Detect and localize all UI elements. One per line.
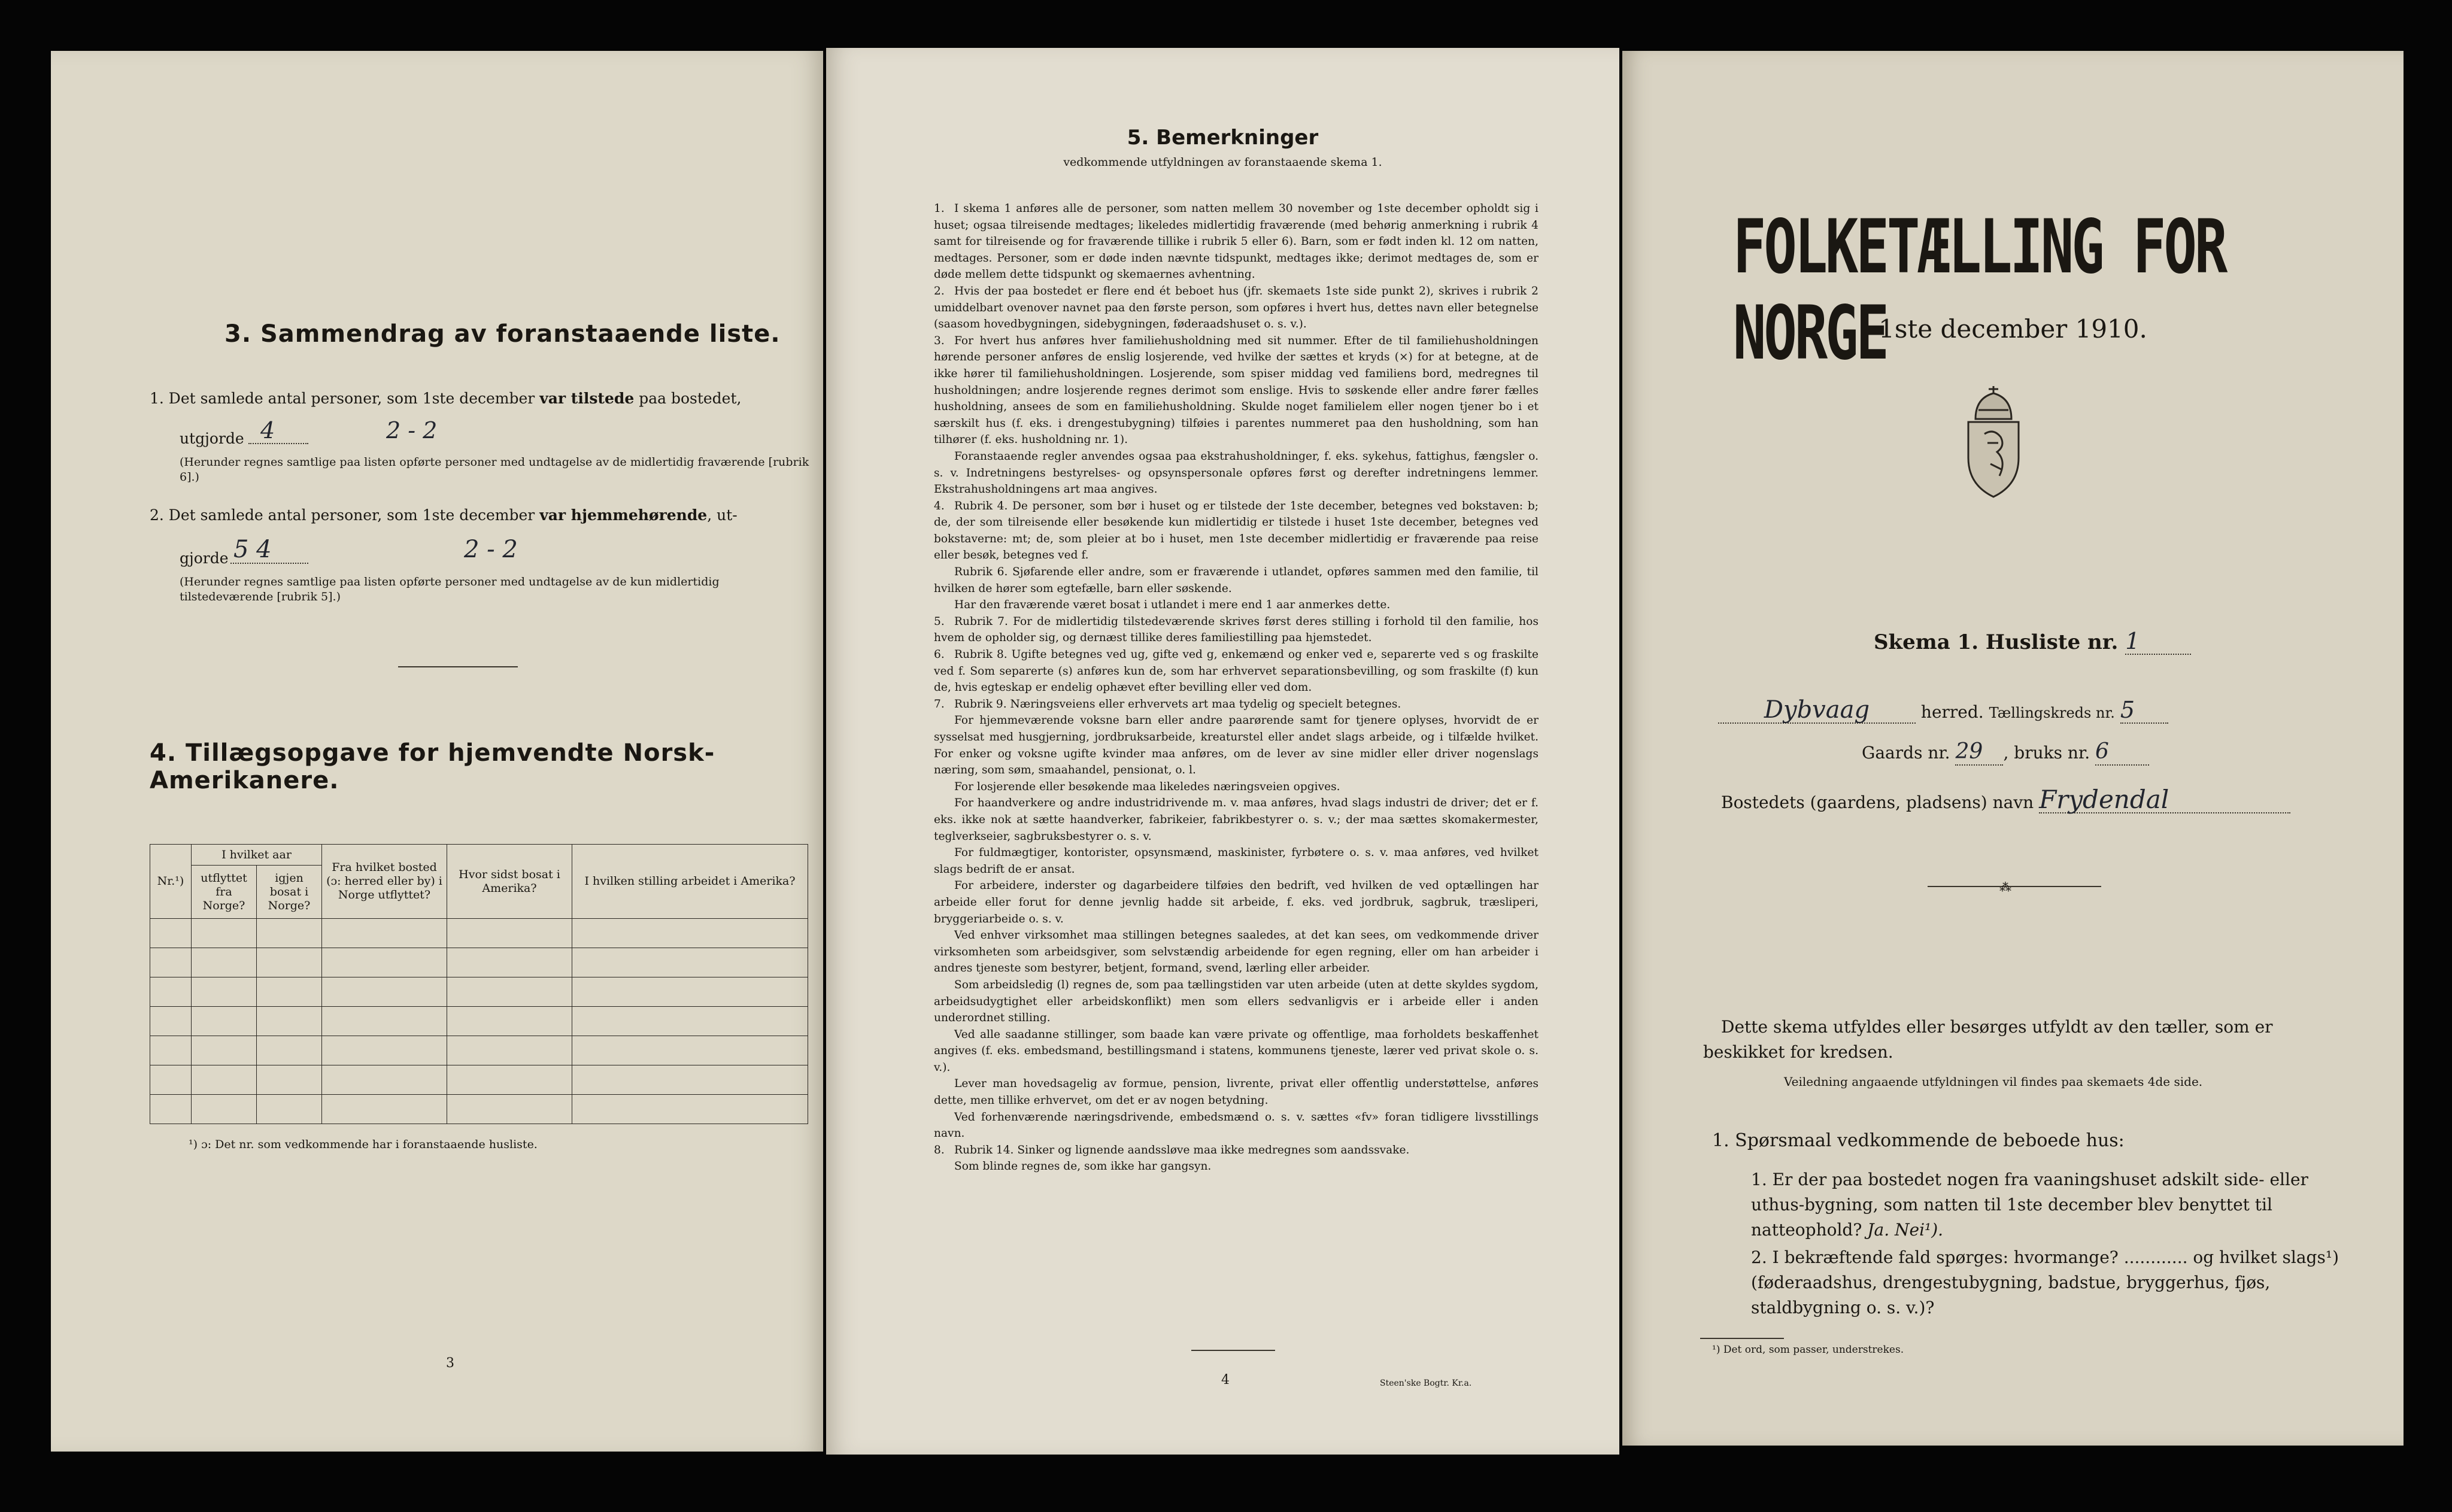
remark-paragraph: Som arbeidsledig (l) regnes de, som paa tællingstiden var uten arbeide (uten at dette skyldes sygdom, arbeidsudygtighet eller arbeidskonflikt) men som ellers sedvanligvis er i arbeide eller i anden underordnet stilling. [934, 978, 1538, 1025]
section4-footnote: ¹) ɔ: Det nr. som vedkommende har i foranstaaende husliste. [189, 1138, 538, 1151]
table-row [150, 1007, 808, 1036]
gaards-row: Gaards nr. 29 , bruks nr. 6 [1862, 739, 2149, 766]
page-right [1622, 51, 2404, 1446]
remark-paragraph: Ved enhver virksomhet maa stillingen betegnes saaledes, at det kan sees, om vedkommende driver virksomheten som arbeidsgiver, som selvstændig arbeidende for egen regning, eller om han arbeider i andres tjeneste som bestyrer, betjent, formand, svend, lærling eller arbeider. [934, 929, 1538, 975]
question-2: 2. I bekræftende fald spørges: hvormange? ............ og hvilket slags¹) (føderaadshus, drengestubygning, badstue, bryggerhus, fjøs, staldbygning o. s. v.)? [1751, 1247, 2339, 1317]
page-middle [826, 48, 1619, 1455]
ornament-icon: ⁂ [1999, 880, 2011, 894]
remarks-body [934, 201, 1538, 1175]
remark-paragraph: Ved forhenværende næringsdrivende, embedsmænd o. s. v. sættes «fv» foran tidligere livsstillings navn. [934, 1110, 1538, 1140]
item2-gjorde-label: gjorde [180, 549, 229, 567]
page-number: 3 [446, 1356, 454, 1371]
remarks-subheading: vedkommende utfyldningen av foranstaaende skema 1. [1063, 156, 1382, 169]
remark-paragraph: 1. I skema 1 anføres alle de personer, som natten mellem 30 november og 1ste december opholdt sig i huset; ogsaa tilreisende medtages; likeledes midlertidig fraværende (med behørig anmerkning i rubrik 4 samt for tilreisende og for fraværende tillike i rubrik 5 eller 6). Barn, som er født inden kl. 12 om natten, medtages. Personer, som er døde inden nævnte tidspunkt, medtages ikke; derimot medtages de, som er døde mellem dette tidspunkt og skemaernes avhentning. [934, 202, 1538, 281]
herred-field: Dybvaag [1718, 697, 1916, 724]
table-row [150, 948, 808, 977]
divider [1700, 1338, 1784, 1339]
printer-imprint: Steen'ske Bogtr. Kr.a. [1380, 1379, 1472, 1388]
remark-paragraph: Ved alle saadanne stillinger, som baade kan være private og offentlige, maa forholdets beskaffenhet angives (f. eks. embedsmand, bestillingsmand i statens, kommunens tjeneste, lærer ved privat skole o. s. v.). [934, 1028, 1538, 1074]
remark-paragraph: For hjemmeværende voksne barn eller andre paarørende samt for tjenere oplyses, hvorvidt de er sysselsat med husgjerning, jordbruksarbeide, kreaturstel eller andet slags arbeide, og i tilfælde hvilket. For enker og voksne ugifte kvinder maa anføres, om de lever av sine midler eller driver nogenslags næring, som søm, smaahandel, pensionat, o. l. [934, 714, 1538, 777]
remark-paragraph: Lever man hovedsagelig av formue, pension, livrente, privat eller offentlig understøttelse, anføres dette, men tillike erhvervet, om det er av nogen betydning. [934, 1077, 1538, 1107]
divider [1928, 886, 2101, 887]
remark-paragraph: For losjerende eller besøkende maa likeledes næringsveien opgives. [954, 780, 1340, 793]
page-left [51, 51, 823, 1452]
remark-paragraph: 2. Hvis der paa bostedet er flere end ét beboet hus (jfr. skemaets 1ste side punkt 2), skrives i rubrik 2 umiddelbart ovenover navnet paa den første person, som opføres i hvert hus, dettes navn eller betegnelse (saasom hovedbygningen, sidebygningen, føderaadshuset o. s. v.). [934, 284, 1538, 331]
table-row [150, 1036, 808, 1065]
remark-paragraph: Foranstaaende regler anvendes ogsaa paa ekstrahusholdninger, f. eks. sykehus, fattighus, fængsler o. s. v. Indretningens bestyrelses- og opsynspersonale opføres først og derefter indretningens lemmer. Ekstrahusholdningens art maa angives. [934, 450, 1538, 496]
item2-value-handwritten: 5 4 [233, 536, 272, 563]
item2-value2-handwritten: 2 - 2 [464, 536, 518, 563]
census-title: FOLKETÆLLING FOR NORGE [1733, 204, 2226, 377]
bruks-field: 6 [2095, 739, 2149, 766]
bosted-row: Bostedets (gaardens, pladsens) navn Frydendal [1721, 787, 2290, 815]
census-date: 1ste december 1910. [1879, 314, 2147, 344]
col-group-aar: I hvilket aar [192, 845, 322, 866]
remark-paragraph: 6. Rubrik 8. Ugifte betegnes ved ug, gifte ved g, enkemænd og enker ved e, separerte ved s og fraskilte ved f. Som separerte (s) anføres kun de, som har erhvervet separationsbevilling, og som fraskilte (f) kun de, hvis egteskap er endelig ophævet efter bevilling eller ved dom. [934, 648, 1538, 694]
kreds-field: 5 [2120, 697, 2168, 724]
table-row [150, 1095, 808, 1124]
bosted-field: Frydendal [2039, 787, 2290, 813]
col-igjen-bosat: igjen bosat i Norge? [257, 866, 322, 919]
remark-paragraph: For fuldmægtiger, kontorister, opsynsmænd, maskinister, fyrbøtere o. s. v. maa anføres, ved hvilket slags bedrift de er ansat. [934, 846, 1538, 876]
gaards-field: 29 [1955, 739, 2003, 766]
section3-heading: 3. Sammendrag av foranstaaende liste. [224, 320, 781, 348]
remark-paragraph: For arbeidere, inderster og dagarbeidere tilføies den bedrift, ved hvilken de ved optællingen har arbeide eller forut for denne jevnlig hadde sit arbeide, f. eks. ved jordbruk, sagbruk, træsliperi, bryggeriarbeide o. s. v. [934, 879, 1538, 925]
section3-item1: 1. Det samlede antal personer, som 1ste december var tilstede paa bostedet, [150, 390, 742, 407]
item1-value2-handwritten: 2 - 2 [386, 417, 438, 444]
divider [398, 666, 518, 667]
section3-item2: 2. Det samlede antal personer, som 1ste december var hjemmehørende, ut- [150, 506, 738, 524]
instruction-small: Veiledning angaaende utfyldningen vil findes paa skemaets 4de side. [1784, 1074, 2203, 1089]
question-heading: 1. Spørsmaal vedkommende de beboede hus: [1712, 1130, 2125, 1151]
remark-paragraph: 4. Rubrik 4. De personer, som bør i huset og er tilstede der 1ste december, betegnes ved bokstaven: b; de, der som tilreisende eller besøkende kun midlertidig er tilstede i huset 1ste december, betegnes ved bokstaverne: mt; de, som pleier at bo i huset, men 1ste december midlertidig er fraværende paa reise eller besøk, betegnes ved f. [934, 499, 1538, 562]
table-row [150, 1065, 808, 1095]
remark-paragraph: 5. Rubrik 7. For de midlertidig tilstedeværende skrives først deres stilling i forhold til den familie, hos hvem de opholder sig, og dernæst tillike deres familiestilling paa hjemstedet. [934, 615, 1538, 645]
item2-note: (Herunder regnes samtlige paa listen opførte personer med undtagelse av de kun midlertidig tilstedeværende [rubrik 5].) [180, 575, 720, 603]
remark-paragraph: For haandverkere og andre industridrivende m. v. maa anføres, hvad slags industri de driver; det er f. eks. ikke nok at sætte haandverker, fabrikeier, fabrikbestyrer o. s. v.; der maa sættes skomakermester, teglverkseier, sagbruksbestyrer o. s. v. [934, 797, 1538, 843]
divider [1191, 1350, 1275, 1351]
question-1: 1. Er der paa bostedet nogen fra vaaningshuset adskilt side- eller uthus-bygning, som natten til 1ste december blev benyttet til natteophold? Ja. Nei¹). [1751, 1170, 2308, 1240]
col-hvor-bosat: Hvor sidst bosat i Amerika? [447, 845, 572, 919]
herred-row: Dybvaag herred. Tællingskreds nr. 5 [1718, 697, 2168, 725]
item1-utgjorde-label: utgjorde [180, 430, 244, 447]
table-row [150, 919, 808, 948]
item1-value-handwritten: 4 [260, 417, 275, 444]
col-stilling: I hvilken stilling arbeidet i Amerika? [572, 845, 808, 919]
remark-paragraph: Har den fraværende været bosat i utlandet i mere end 1 aar anmerkes dette. [954, 599, 1391, 612]
table-row [150, 977, 808, 1007]
col-fra-bosted: Fra hvilket bosted (ɔ: herred eller by) i Norge utflyttet? [322, 845, 447, 919]
husliste-nr-field: 1 [2125, 629, 2191, 655]
page-number: 4 [1221, 1373, 1230, 1387]
remark-paragraph: 7. Rubrik 9. Næringsveiens eller erhvervets art maa tydelig og specielt betegnes. [934, 697, 1401, 711]
section4-heading: 4. Tillægsopgave for hjemvendte Norsk-Amerikanere. [150, 739, 715, 794]
remark-paragraph: 3. For hvert hus anføres hver familiehusholdning med sit nummer. Efter de til familiehusholdningen hørende personer anføres de enslig losjerende, ved hvilke der sættes et kryds (×) for at betegne, at de ikke hører til familiehusholdningen. Losjerende, som spiser middag ved familiens bord, medregnes til husholdningen; andre losjerende regnes derimot som enslige. Hvis to søskende eller andre fører fælles husholdning, ansees de som en familiehusholdning. Skulde noget familielem eller nogen tjener bo i et særskilt hus (f. eks. i drengestubygning) tilføies i parentes nummeret paa den husholdning, som han tilhører (f. eks. husholdning nr. 1). [934, 334, 1538, 447]
right-footnote: ¹) Det ord, som passer, understrekes. [1712, 1344, 1904, 1356]
schema-label: Skema 1. Husliste nr. 1 [1874, 629, 2191, 655]
item1-note: (Herunder regnes samtlige paa listen opførte personer med undtagelse av de midlertidig fraværende [rubrik 6].) [180, 456, 809, 484]
remark-paragraph: Rubrik 6. Sjøfarende eller andre, som er fraværende i utlandet, opføres sammen med den familie, til hvilken de hører som egtefælle, barn eller søskende. [934, 566, 1538, 595]
remark-paragraph: Som blinde regnes de, som ikke har gangsyn. [954, 1160, 1212, 1173]
col-nr: Nr.¹) [150, 845, 192, 919]
remarks-heading: 5. Bemerkninger [1127, 126, 1319, 150]
remark-paragraph: 8. Rubrik 14. Sinker og lignende aandssløve maa ikke medregnes som aandssvake. [934, 1143, 1410, 1156]
instruction-text: Dette skema utfyldes eller besørges utfyldt av den tæller, som er beskikket for kredsen. [1703, 1017, 2273, 1062]
col-utflyttet: utflyttet fra Norge? [192, 866, 257, 919]
norsk-amerikanere-table [150, 844, 808, 1124]
coat-of-arms-icon [1958, 386, 2029, 500]
